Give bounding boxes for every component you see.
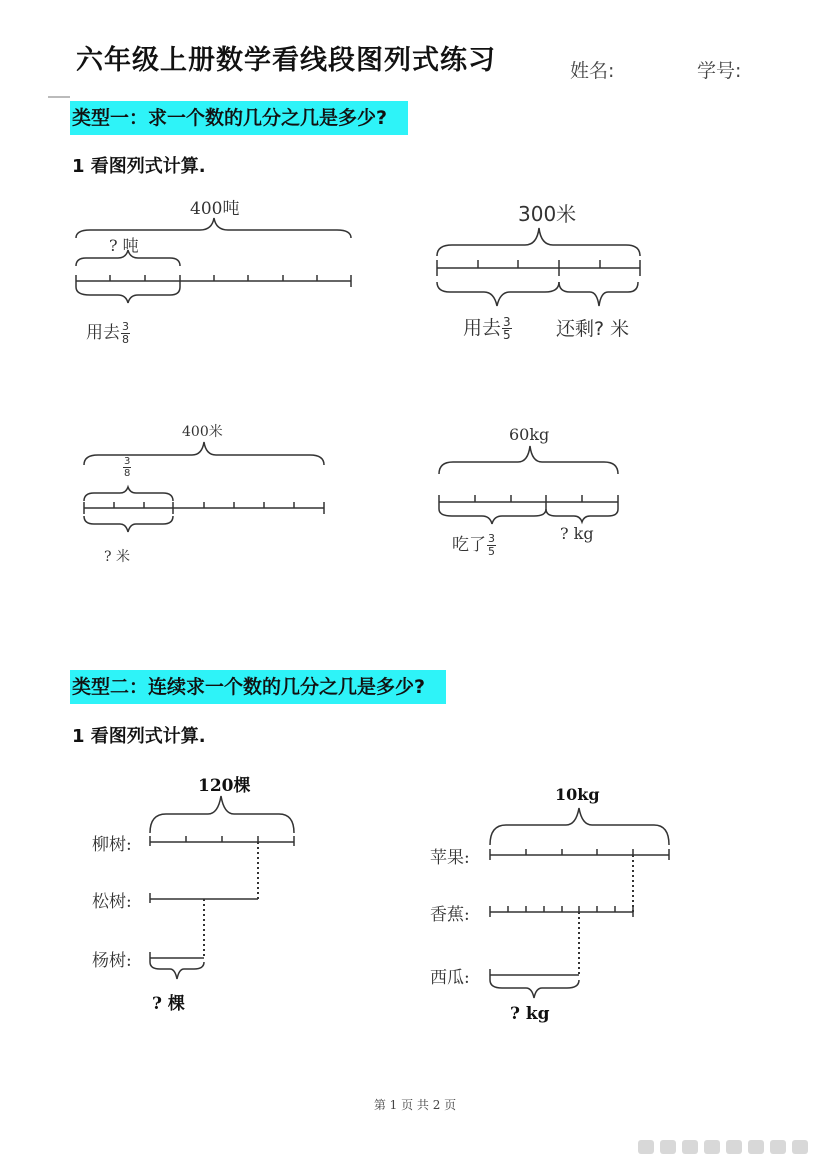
d3-part-label: ? 米 bbox=[104, 549, 130, 565]
d4-fraction bbox=[487, 533, 496, 558]
d4-fraction-den: 5 bbox=[488, 544, 495, 558]
d6-row-watermelon: 西瓜: bbox=[430, 968, 470, 988]
page-title: 六年级上册数学看线段图列式练习 bbox=[76, 45, 496, 76]
d3-fraction-num: 3 bbox=[124, 456, 131, 467]
d3-fraction-label bbox=[122, 456, 131, 479]
brace-used bbox=[437, 282, 559, 306]
d6-answer-label: ? kg bbox=[510, 1004, 550, 1024]
section-heading-type1: 类型一：求一个数的几分之几是多少? bbox=[70, 101, 408, 135]
brace-remain bbox=[546, 509, 618, 522]
brace-total bbox=[84, 442, 324, 465]
d4-fraction-num: 3 bbox=[488, 531, 495, 545]
section-heading-type2: 类型二：连续求一个数的几分之几是多少? bbox=[70, 670, 446, 704]
d2-total-label: 300米 bbox=[518, 202, 577, 226]
d1-part-label: ? 吨 bbox=[109, 236, 139, 255]
d4-eaten-prefix: 吃了 bbox=[452, 535, 486, 555]
d2-used-label bbox=[463, 313, 512, 341]
instruction-type2: 1 看图列式计算. bbox=[72, 726, 206, 747]
d5-row-pine: 松树: bbox=[92, 892, 132, 912]
student-number-label: 学号: bbox=[697, 60, 742, 82]
d1-fraction-den: 8 bbox=[122, 332, 129, 346]
d1-fraction bbox=[121, 321, 130, 346]
d1-used-prefix: 用去 bbox=[86, 323, 120, 343]
d2-remain-label: 还剩? 米 bbox=[556, 318, 630, 340]
d6-row-apple: 苹果: bbox=[430, 848, 470, 868]
d4-eaten-label bbox=[452, 530, 496, 558]
brace-used bbox=[76, 287, 180, 303]
d4-remain-label: ? kg bbox=[560, 524, 594, 543]
brace-total bbox=[439, 446, 618, 474]
d4-total-label: 60kg bbox=[509, 425, 550, 444]
brace-fraction bbox=[84, 487, 173, 501]
brace-answer bbox=[490, 980, 579, 998]
brace-total bbox=[150, 796, 294, 833]
name-label: 姓名: bbox=[570, 60, 615, 82]
scan-artifact-decoration bbox=[638, 1136, 818, 1158]
d6-total-label: 10kg bbox=[555, 785, 600, 804]
brace-total bbox=[437, 228, 640, 256]
d5-total-label: 120棵 bbox=[198, 776, 251, 796]
diagram-3-graphic bbox=[84, 442, 324, 532]
d2-fraction bbox=[502, 316, 512, 341]
diagram-2-graphic bbox=[437, 228, 640, 306]
brace-part bbox=[84, 516, 173, 532]
diagram-6-graphic bbox=[490, 808, 669, 998]
diagram-4-graphic bbox=[439, 446, 618, 524]
brace-remain bbox=[559, 282, 638, 306]
brace-eaten bbox=[439, 509, 546, 524]
d5-row-willow: 柳树: bbox=[92, 835, 132, 855]
brace-total bbox=[490, 808, 669, 845]
d6-row-banana: 香蕉: bbox=[430, 905, 470, 925]
brace-answer bbox=[150, 962, 204, 979]
d3-fraction-den: 8 bbox=[124, 468, 131, 479]
d3-fraction bbox=[123, 456, 131, 479]
instruction-type1: 1 看图列式计算. bbox=[72, 156, 206, 177]
d5-answer-label: ? 棵 bbox=[152, 994, 185, 1014]
tick-marks-willow bbox=[150, 836, 294, 846]
d2-fraction-den: 5 bbox=[503, 328, 511, 342]
d1-total-label: 400吨 bbox=[190, 199, 240, 219]
d1-used-label bbox=[86, 318, 130, 346]
diagram-5-graphic bbox=[150, 796, 294, 979]
diagram-1-graphic bbox=[76, 218, 351, 303]
d3-total-label: 400米 bbox=[182, 424, 223, 440]
page-footer: 第 1 页 共 2 页 bbox=[373, 1098, 457, 1112]
d2-fraction-num: 3 bbox=[503, 315, 511, 329]
d5-row-poplar: 杨树: bbox=[92, 951, 132, 971]
d2-used-prefix: 用去 bbox=[463, 317, 502, 339]
d1-fraction-num: 3 bbox=[122, 319, 129, 333]
